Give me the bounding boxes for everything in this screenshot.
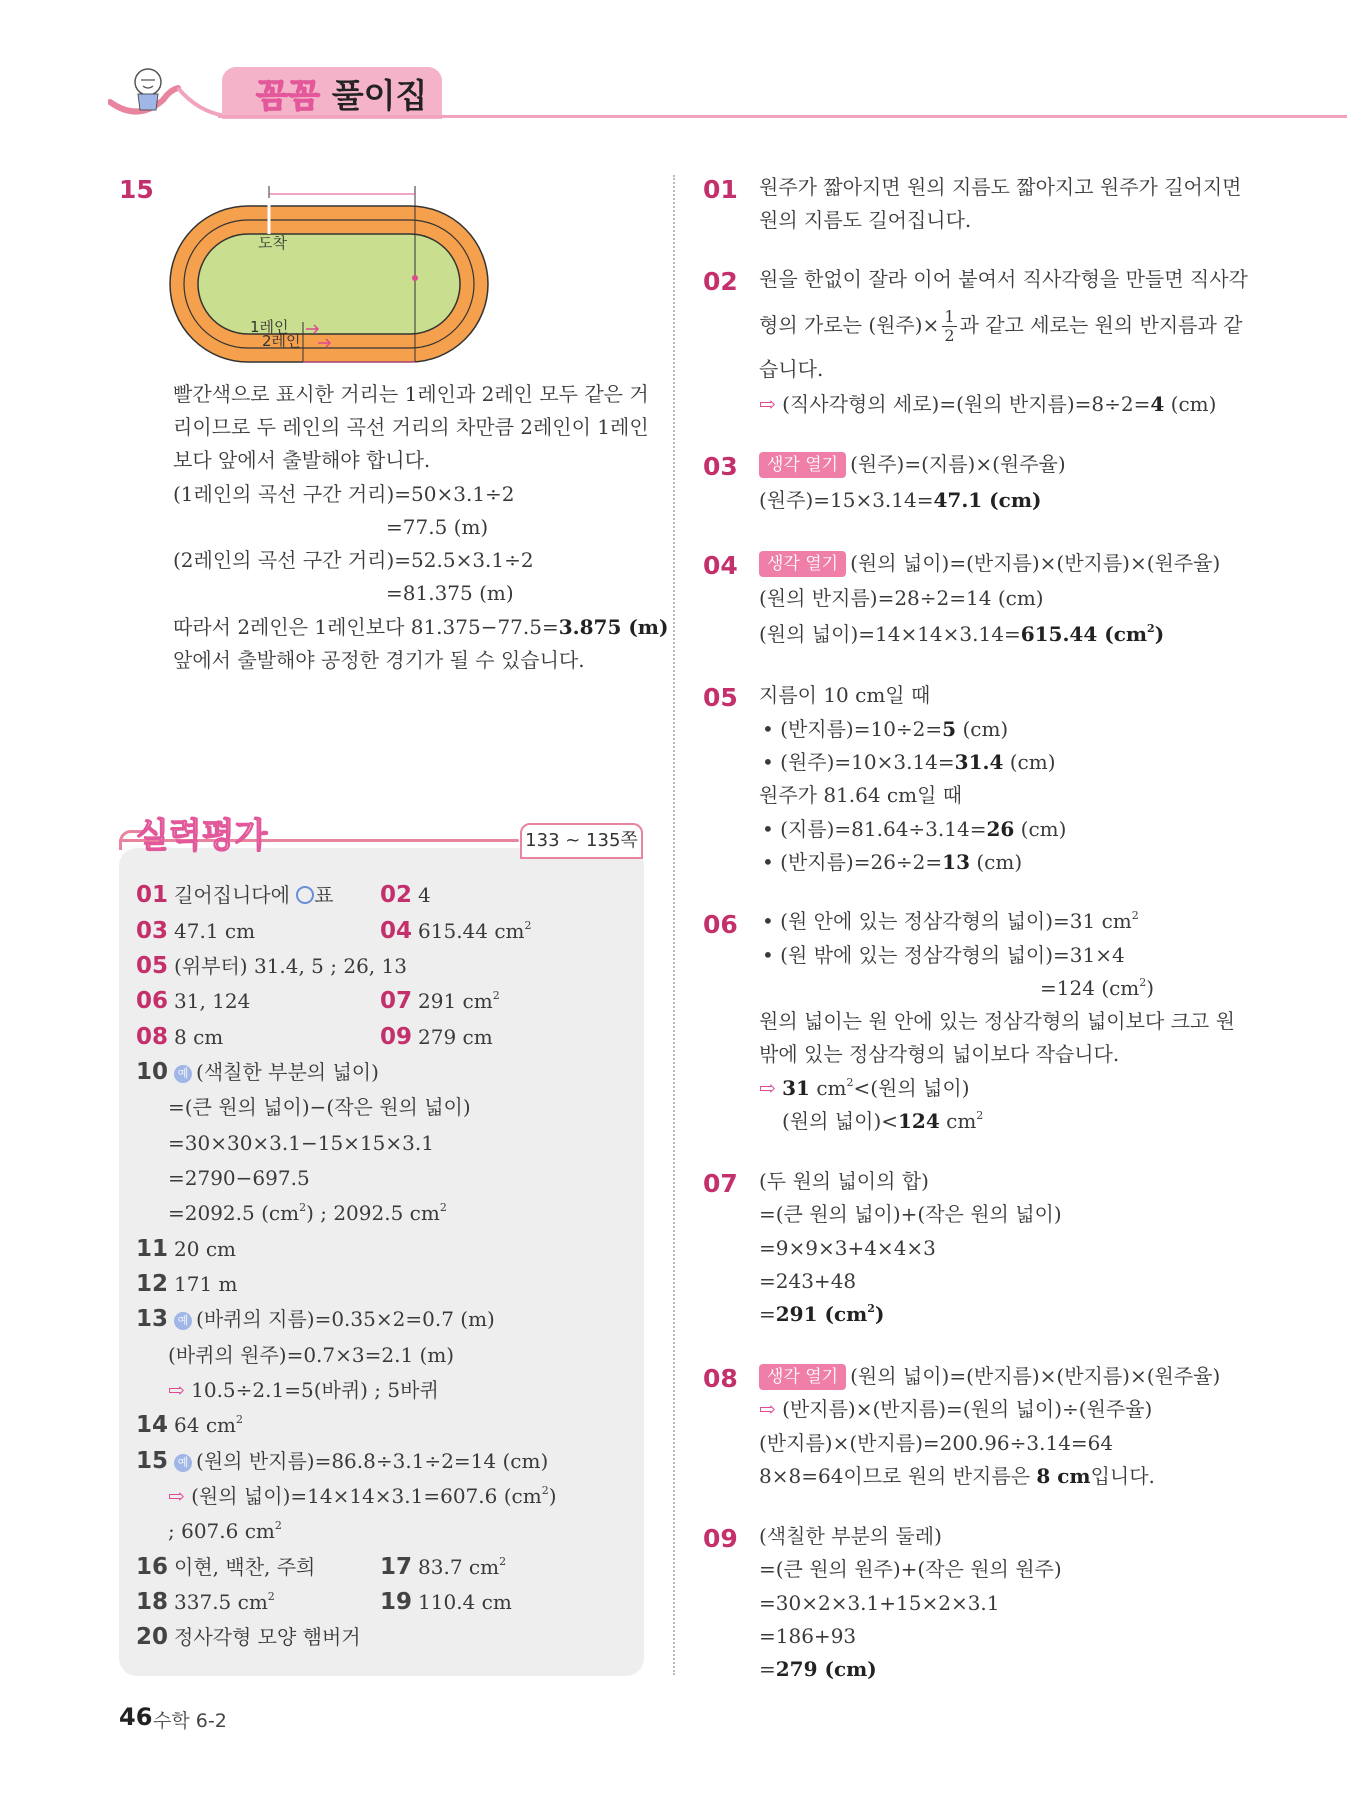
q02-line-2: 형의 가로는 (원주)× $\frac{1}{2}$ 과 같고 세로는 원의 반지름과 같 — [759, 307, 1243, 345]
hint-tag: 생각 열기 — [759, 1364, 846, 1390]
answer-08: 08 8 cm — [136, 1024, 224, 1050]
q09-line-4: =186+93 — [759, 1624, 857, 1648]
q01-line-2: 원의 지름도 길어집니다. — [759, 208, 972, 232]
answer-14: 14 64 $cm^2$ — [136, 1412, 243, 1438]
q15-line-8: 따라서 2레인은 1레인보다 81.375−77.5=3.875 (m) — [173, 615, 669, 639]
answer-01: 01 길어집니다에 표 — [136, 882, 334, 908]
q02-line-4: ⇨ (직사각형의 세로)=(원의 반지름)=8÷2=4 (cm) — [759, 392, 1217, 416]
q15-answer: 3.875 (m) — [558, 615, 669, 639]
q06-line-1: • (원 안에 있는 정삼각형의 넓이)=31 $cm^2$ — [762, 909, 1139, 933]
answer-18: 18 337.5 $cm^2$ — [136, 1589, 275, 1615]
q05-line-3: • (원주)=10×3.14=31.4 (cm) — [762, 750, 1056, 774]
q02-line-3: 습니다. — [759, 357, 824, 381]
question-number-15: 15 — [119, 175, 154, 204]
question-number-09: 09 — [703, 1524, 738, 1553]
q15-line-9: 앞에서 출발해야 공정한 경기가 될 수 있습니다. — [173, 648, 585, 672]
answer-06: 06 31, 124 — [136, 988, 251, 1014]
answer-12: 12 171 m — [136, 1271, 238, 1297]
answer-16: 16 이현, 백찬, 주희 — [136, 1554, 316, 1580]
answer-13: 13 예 (바퀴의 지름)=0.35×2=0.7 (m) — [136, 1306, 495, 1332]
question-number-01: 01 — [703, 175, 738, 204]
track-label-finish: 도착 — [258, 234, 287, 252]
answer-15-line-2: ⇨ (원의 넓이)=14×14×3.1=607.6 $(cm^2)$ — [168, 1484, 557, 1508]
q09-line-2: =(큰 원의 원주)+(작은 원의 원주) — [759, 1557, 1062, 1581]
q08-line-3: (반지름)×(반지름)=200.96÷3.14=64 — [759, 1431, 1114, 1455]
assessment-title: 실력평가 — [136, 816, 268, 856]
q09-line-5: =279 (cm) — [759, 1657, 877, 1681]
arrow-icon: ⇨ — [168, 1484, 185, 1508]
question-number-04: 04 — [703, 551, 738, 580]
q07-line-3: =9×9×3+4×4×3 — [759, 1236, 936, 1260]
answer-15: 15 예 (원의 반지름)=86.8÷3.1÷2=14 (cm) — [136, 1448, 549, 1474]
page-range-badge: 133 ~ 135쪽 — [520, 823, 643, 859]
q15-line-5: =77.5 (m) — [386, 515, 489, 539]
answer-10-line-5: =2092.5 $(cm^2)$ ; 2092.5 $cm^2$ — [168, 1201, 447, 1225]
answer-07: 07 291 $cm^2$ — [380, 988, 500, 1014]
hint-tag: 생각 열기 — [759, 551, 846, 577]
answer-10: 10 예 (색칠한 부분의 넓이) — [136, 1059, 379, 1085]
page-number: 46 — [119, 1703, 153, 1731]
answer-10-line-3: =30×30×3.1−15×15×3.1 — [168, 1131, 434, 1155]
header-swoop-icon — [108, 60, 228, 120]
q04-line-1: 생각 열기 (원의 넓이)=(반지름)×(반지름)×(원주율) — [759, 547, 1220, 580]
running-track-diagram — [168, 186, 504, 366]
header-rule — [218, 115, 1347, 118]
q05-line-1: 지름이 10 cm일 때 — [759, 683, 931, 707]
q07-line-5: =291 $(cm^2)$ — [759, 1302, 885, 1326]
arrow-icon: ⇨ — [759, 1076, 776, 1100]
answer-10-line-2: =(큰 원의 넓이)−(작은 원의 넓이) — [168, 1095, 471, 1119]
answer-02: 02 4 — [380, 882, 431, 908]
question-number-06: 06 — [703, 910, 738, 939]
example-badge: 예 — [174, 1065, 192, 1083]
q07-line-4: =243+48 — [759, 1269, 857, 1293]
answer-13-line-2: (바퀴의 원주)=0.7×3=2.1 (m) — [168, 1343, 455, 1367]
arrow-icon: ⇨ — [168, 1378, 185, 1402]
q15-line-6: (2레인의 곡선 구간 거리)=52.5×3.1÷2 — [173, 548, 534, 572]
q06-line-7: (원의 넓이)<124 $cm^2$ — [782, 1109, 984, 1133]
arrow-icon: ⇨ — [759, 392, 776, 416]
question-number-03: 03 — [703, 452, 738, 481]
arrow-icon: ⇨ — [759, 1397, 776, 1421]
header-tab — [222, 67, 442, 119]
column-divider — [673, 175, 675, 1675]
q08-line-2: ⇨ (반지름)×(반지름)=(원의 넓이)÷(원주율) — [759, 1397, 1153, 1421]
answer-17: 17 83.7 $cm^2$ — [380, 1554, 507, 1580]
question-number-08: 08 — [703, 1364, 738, 1393]
q15-line-2: 리이므로 두 레인의 곡선 거리의 차만큼 2레인이 1레인 — [173, 415, 649, 439]
answer-03: 03 47.1 cm — [136, 918, 256, 944]
example-badge: 예 — [174, 1312, 192, 1330]
q05-line-4: 원주가 81.64 cm일 때 — [759, 783, 963, 807]
q15-line-3: 보다 앞에서 출발해야 합니다. — [173, 448, 431, 472]
header-title-a: 꼼꼼 — [256, 75, 320, 115]
q03-line-1: 생각 열기 (원주)=(지름)×(원주율) — [759, 448, 1066, 481]
example-badge: 예 — [174, 1454, 192, 1472]
q09-line-3: =30×2×3.1+15×2×3.1 — [759, 1591, 1000, 1615]
q07-line-1: (두 원의 넓이의 합) — [759, 1169, 929, 1193]
answer-09: 09 279 cm — [380, 1024, 493, 1050]
hint-tag: 생각 열기 — [759, 452, 846, 478]
q05-line-5: • (지름)=81.64÷3.14=26 (cm) — [762, 817, 1067, 841]
q15-line-1: 빨간색으로 표시한 거리는 1레인과 2레인 모두 같은 거 — [173, 382, 649, 406]
answer-04: 04 615.44 $cm^2$ — [380, 918, 532, 944]
answer-05: 05 (위부터) 31.4, 5 ; 26, 13 — [136, 953, 407, 979]
answer-10-line-4: =2790−697.5 — [168, 1166, 310, 1190]
book-subject: 수학 6-2 — [153, 1710, 227, 1732]
q06-line-5: 밖에 있는 정삼각형의 넓이보다 작습니다. — [759, 1042, 1120, 1066]
answer-15-line-3: ; 607.6 $cm^2$ — [168, 1519, 282, 1543]
q06-line-4: 원의 넓이는 원 안에 있는 정삼각형의 넓이보다 크고 원 — [759, 1009, 1235, 1033]
q06-line-6: ⇨ 31 $cm^2<$(원의 넓이) — [759, 1076, 970, 1100]
answer-19: 19 110.4 cm — [380, 1589, 512, 1615]
q05-line-6: • (반지름)=26÷2=13 (cm) — [762, 850, 1023, 874]
q03-line-2: (원주)=15×3.14=47.1 (cm) — [759, 488, 1042, 512]
answer-11: 11 20 cm — [136, 1236, 236, 1262]
question-number-02: 02 — [703, 267, 738, 296]
answer-20: 20 정사각형 모양 햄버거 — [136, 1624, 361, 1650]
q15-line-7: =81.375 (m) — [386, 581, 514, 605]
q04-line-3: (원의 넓이)=14×14×3.14=615.44 $(cm^2)$ — [759, 622, 1165, 646]
q02-line-1: 원을 한없이 잘라 이어 붙여서 직사각형을 만들면 직사각 — [759, 267, 1248, 291]
circle-mark-icon — [296, 886, 314, 904]
fraction-one-half: $\frac{1}{2}$ — [944, 307, 955, 345]
q06-line-3: =124 $(cm^2)$ — [1040, 976, 1155, 1000]
q04-line-2: (원의 반지름)=28÷2=14 (cm) — [759, 586, 1044, 610]
q07-line-2: =(큰 원의 넓이)+(작은 원의 넓이) — [759, 1202, 1062, 1226]
header-title-b: 풀이집 — [331, 75, 428, 115]
question-number-07: 07 — [703, 1169, 738, 1198]
track-label-lane1: 1레인 — [250, 318, 289, 336]
question-number-05: 05 — [703, 683, 738, 712]
track-label-lane2: 2레인 — [262, 332, 301, 350]
q06-line-2: • (원 밖에 있는 정삼각형의 넓이)=31×4 — [762, 943, 1125, 967]
q08-line-1: 생각 열기 (원의 넓이)=(반지름)×(반지름)×(원주율) — [759, 1360, 1220, 1393]
q15-line-4: (1레인의 곡선 구간 거리)=50×3.1÷2 — [173, 482, 515, 506]
q09-line-1: (색칠한 부분의 둘레) — [759, 1524, 942, 1548]
q01-line-1: 원주가 짧아지면 원의 지름도 짧아지고 원주가 길어지면 — [759, 175, 1242, 199]
answer-13-line-3: ⇨ 10.5÷2.1=5(바퀴) ; 5바퀴 — [168, 1378, 439, 1402]
q08-line-4: 8×8=64이므로 원의 반지름은 8 cm입니다. — [759, 1464, 1155, 1488]
q05-line-2: • (반지름)=10÷2=5 (cm) — [762, 717, 1009, 741]
